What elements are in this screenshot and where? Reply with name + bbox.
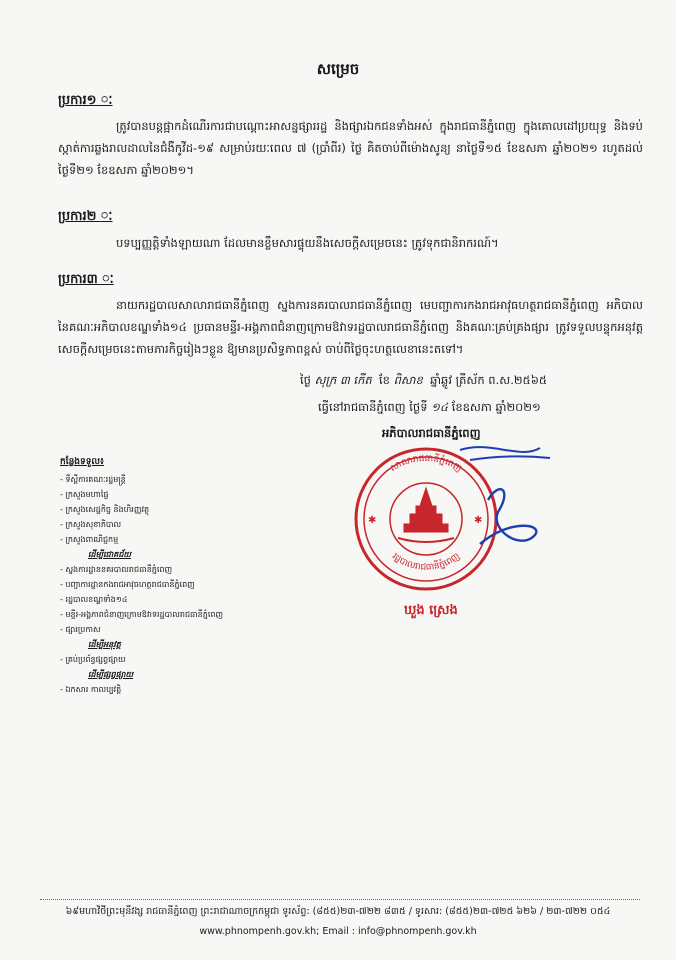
footer-address: ៦៩មហាវិថីព្រះមុនីវង្ស រាជធានីភ្នំពេញ ព្រះរាជាណាចក្រកម្ពុជា ទូរស័ព្ទ: (៨៥៥)២៣-៧២២ ៨៣៥ / ទូរសារ: (៨៥៥)២៣-៧២៥ ៦២៦ / ២៣-៧២២ ០៥៤ — [65, 906, 611, 917]
article-1-text: ត្រូវបានបន្តផ្អាកដំណើរការជាបណ្តោះអាសន្នផ្សាររដ្ឋ និងផ្សារឯកជនទាំងអស់ ក្នុងរាជធានីភ្នំពេញ ក្នុងគោលដៅប្រយុទ្ធ និងទប់ស្កាត់ការឆ្លងរាលដាលនៃជំងឺកូវីដ-១៩ សម្រាប់រយៈពេល ៧ (ប្រាំពីរ) ថ្ងៃ គិតចាប់ពីម៉ោងសូន្យ នាថ្ងៃទី១៥ ខែឧសភា ឆ្នាំ២០២១ រហូតដល់ថ្ងៃទី២១ ខែឧសភា ឆ្នាំ២០២១។ — [58, 119, 643, 177]
signature-icon — [450, 440, 560, 560]
issuer-title: អភិបាលរាជធានីភ្នំពេញ — [382, 426, 481, 440]
footer-email-link[interactable]: info@phnompenh.gov.kh — [357, 926, 477, 937]
list-item: - ស្នងការដ្ឋាននគរបាលរាជធានីភ្នំពេញ — [60, 562, 290, 577]
document-title: សម្រេច — [316, 60, 360, 78]
footer-website-link[interactable]: www.phnompenh.gov.kh — [199, 926, 317, 937]
list-item: - បញ្ជាការដ្ឋានកងរាជអាវុធហត្ថរាជធានីភ្នំពេញ — [60, 577, 290, 592]
article-2-label: ប្រការ២ ៈ — [58, 209, 113, 224]
recipients-heading: កន្លែងទទួល៖ — [60, 457, 104, 467]
solar-date — [318, 400, 541, 417]
footer-email-label: Email : — [322, 926, 355, 937]
lunar-year-text: ឆ្នាំឆ្លូវ ត្រីស័ក ព.ស.២៥៦៥ — [430, 373, 547, 387]
list-item: - គ្រប់ប្រព័ន្ធផ្សព្វផ្សាយ — [60, 652, 290, 667]
article-3-label: ប្រការ៣ ៈ — [58, 272, 114, 287]
list-subheading: ដើម្បីអនុវត្ត — [88, 640, 121, 649]
list-item: - មន្ទីរ-អង្គភាពជំនាញក្រោមឱវាទរដ្ឋបាលរាជធានីភ្នំពេញ — [60, 607, 290, 622]
lunar-month-value: ពិសាខ — [393, 373, 423, 387]
footer-divider — [40, 899, 640, 900]
list-item: - ក្រសួងពាណិជ្ជកម្ម — [60, 532, 290, 547]
article-2-text: បទប្បញ្ញត្តិទាំងឡាយណា ដែលមានខ្លឹមសារផ្ទុយនឹងសេចក្តីសម្រេចនេះ ត្រូវទុកជានិរាករណ៍។ — [116, 236, 499, 250]
seal-bottom-text: រដ្ឋបាលរាជធានីភ្នំពេញ — [389, 551, 462, 573]
list-item: - រដ្ឋបាលខណ្ឌទាំង១៤ — [60, 592, 290, 607]
solar-date-day: ១៤ — [431, 400, 449, 414]
list-subheading: ដើម្បីជោគជ័យ — [88, 550, 132, 559]
lunar-month-label: ខែ — [378, 373, 390, 387]
solar-date-prefix: ធ្វើនៅរាជធានីភ្នំពេញ ថ្ងៃទី — [318, 400, 428, 414]
list-subheading: ដើម្បីផ្សព្វផ្សាយ — [88, 670, 134, 679]
list-item: - ទីស្តីការគណៈរដ្ឋមន្ត្រី — [60, 472, 290, 487]
list-item: - ក្រសួងសុខាភិបាល — [60, 517, 290, 532]
temple-emblem-icon — [398, 488, 454, 542]
lunar-day-label: ថ្ងៃ — [300, 373, 311, 387]
recipients-list — [60, 472, 290, 697]
solar-date-suffix: ខែឧសភា ឆ្នាំ២០២១ — [451, 400, 541, 414]
seal-star-right-icon: ✱ — [474, 515, 483, 526]
seal-star-left-icon: ✱ — [368, 515, 377, 526]
footer-contact: www.phnompenh.gov.kh; Email : info@phnompenh.gov.kh — [199, 926, 477, 937]
article-1-label: ប្រការ១ ៈ — [58, 93, 113, 108]
article-3-text: នាយករដ្ឋបាលសាលារាជធានីភ្នំពេញ ស្នងការនគរបាលរាជធានីភ្នំពេញ មេបញ្ជាការកងរាជអាវុធហត្ថរាជធានីភ្នំពេញ អភិបាល នៃគណៈអភិបាលខណ្ឌទាំង១៤ ប្រធានមន្ទីរ-អង្គភាពជំនាញក្រោមឱវាទរដ្ឋបាលរាជធានីភ្នំពេញ និងគណៈគ្រប់គ្រងផ្សារ ត្រូវទទួលបន្ទុកអនុវត្តសេចក្តីសម្រេចនេះតាមភារកិច្ចរៀងៗខ្លួន ឱ្យមានប្រសិទ្ធភាពខ្ពស់ ចាប់ពីថ្ងៃចុះហត្ថលេខានេះតទៅ។ — [58, 298, 643, 356]
list-item: - ក្រសួងមហាផ្ទៃ — [60, 487, 290, 502]
list-item: - ឯកសារ កាលប្បវត្តិ — [60, 682, 290, 697]
lunar-date — [300, 373, 547, 390]
lunar-day-value: សុក្រ ៣ កើត — [314, 373, 372, 387]
list-item: - ផ្សារប្រកាស — [60, 622, 290, 637]
seal-top-text: សាលារាជធានីភ្នំពេញ — [388, 453, 464, 475]
list-item: - ក្រសួងសេដ្ឋកិច្ច និងហិរញ្ញវត្ថុ — [60, 502, 290, 517]
signer-name: ឃួង ស្រេង — [404, 603, 458, 618]
